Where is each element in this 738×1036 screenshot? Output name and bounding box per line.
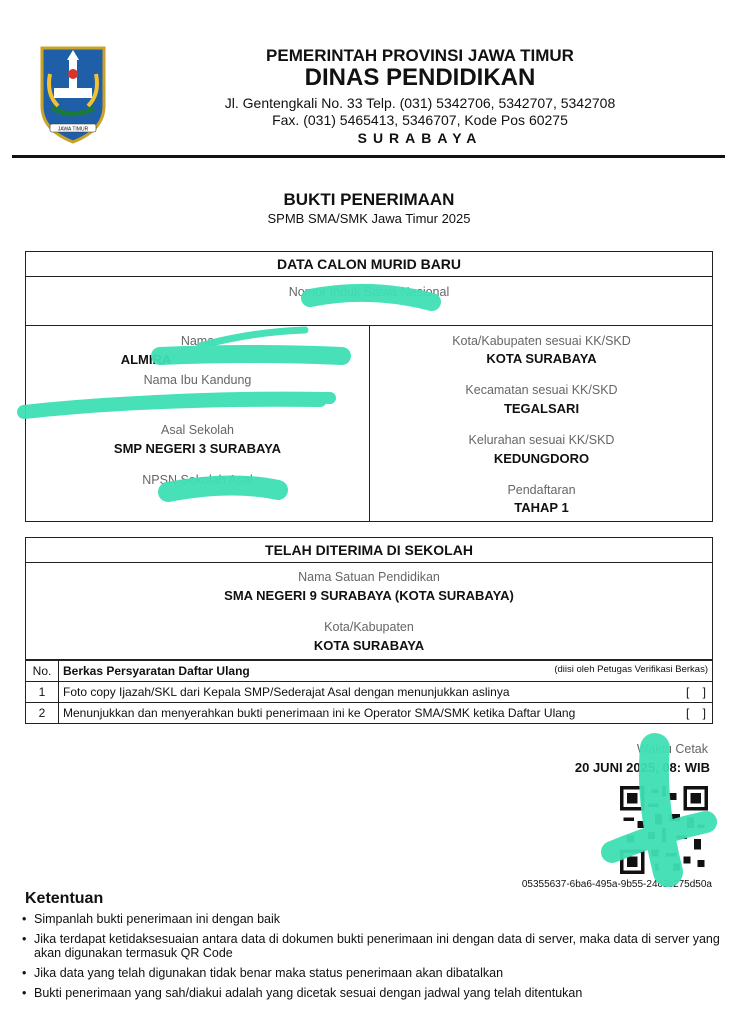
col-berkas-header xyxy=(59,661,713,682)
row-number: 1 xyxy=(26,682,59,703)
ketentuan-list xyxy=(20,912,720,1006)
nama-text: ALMIRA xyxy=(120,352,172,367)
logo-ribbon-text: JAWA TIMUR xyxy=(57,126,89,133)
berkas-header-text: Berkas Persyaratan Daftar Ulang xyxy=(63,664,250,678)
qr-code-text: 05355637-6ba6-495a-9b55-24c3c275d50a xyxy=(521,879,712,890)
ibu-label: Nama Ibu Kandung xyxy=(143,373,252,387)
list-item: • Bukti penerimaan yang sah/diakui adalah yang dicetak sesuai dengan jadwal yang telah ditentukan xyxy=(20,986,720,1000)
kota-kk-label: Kota/Kabupaten sesuai KK/SKD xyxy=(452,334,631,348)
row-text-cell xyxy=(59,682,713,703)
qr-code-image xyxy=(620,786,708,874)
document-subtitle: SPMB SMA/SMK Jawa Timur 2025 xyxy=(267,211,471,226)
table-row xyxy=(26,703,713,724)
jawa-timur-crest-logo xyxy=(36,44,110,144)
kota-sekolah-value: KOTA SURABAYA xyxy=(313,638,425,653)
kota-sekolah-label: Kota/Kabupaten xyxy=(324,620,414,634)
student-box-heading: DATA CALON MURID BARU xyxy=(26,252,712,277)
nama-value xyxy=(26,352,266,367)
ketentuan-title: Ketentuan xyxy=(25,890,104,907)
row-text: Foto copy Ijazah/SKL dari Kepala SMP/Sederajat Asal dengan menunjukkan aslinya xyxy=(63,685,510,699)
verification-checkbox: [ ] xyxy=(685,706,706,720)
kecamatan-value: TEGALSARI xyxy=(503,401,580,416)
list-item: • Jika data yang telah digunakan tidak benar maka status penerimaan akan dibatalkan xyxy=(20,966,720,980)
row-text-cell xyxy=(59,703,713,724)
npsn-label: NPSN Sekolah Asal xyxy=(142,473,253,487)
address-phone: Jl. Gentengkali No. 33 Telp. (031) 5342706, 5342707, 5342708 xyxy=(224,95,616,111)
asal-sekolah-value: SMP NEGERI 3 SURABAYA xyxy=(113,441,282,456)
kelurahan-value: KEDUNGDORO xyxy=(493,451,590,466)
kelurahan-label: Kelurahan sesuai KK/SKD xyxy=(468,433,615,447)
verification-checkbox: [ ] xyxy=(685,685,706,699)
table-header-row xyxy=(26,661,713,682)
city-name: SURABAYA xyxy=(357,130,483,146)
col-no-header: No. xyxy=(26,661,59,682)
berkas-table xyxy=(25,660,713,724)
gov-name: PEMERINTAH PROVINSI JAWA TIMUR xyxy=(266,46,574,65)
student-data-box xyxy=(25,251,713,522)
table-row xyxy=(26,682,713,703)
satuan-label: Nama Satuan Pendidikan xyxy=(298,570,440,584)
agency-name: DINAS PENDIDIKAN xyxy=(304,64,536,91)
header-divider xyxy=(12,155,725,158)
nama-label: Nama xyxy=(180,334,215,348)
asal-sekolah-label: Asal Sekolah xyxy=(161,423,234,437)
accepted-school-box xyxy=(25,537,713,660)
satuan-value: SMA NEGERI 9 SURABAYA (KOTA SURABAYA) xyxy=(224,588,514,603)
row-text: Menunjukkan dan menyerahkan bukti penerimaan ini ke Operator SMA/SMK ketika Daftar Ulang xyxy=(63,706,576,720)
verifikasi-note: (diisi oleh Petugas Verifikasi Berkas) xyxy=(554,664,708,675)
nisn-label: Nomor Induk Siswa Nasional xyxy=(288,285,450,299)
list-item: • Jika terdapat ketidaksesuaian antara data di dokumen bukti penerimaan ini dengan data di server, maka data di server yang akan digunakan termasuk QR Code xyxy=(20,932,720,960)
address-fax: Fax. (031) 5465413, 5346707, Kode Pos 60275 xyxy=(272,112,568,128)
school-box-heading: TELAH DITERIMA DI SEKOLAH xyxy=(26,538,712,563)
kecamatan-label: Kecamatan sesuai KK/SKD xyxy=(465,383,618,397)
waktu-cetak-value: 20 JUNI 2025, 08: WIB xyxy=(574,760,710,775)
pendaftaran-label: Pendaftaran xyxy=(507,483,576,497)
list-item: • Simpanlah bukti penerimaan ini dengan baik xyxy=(20,912,720,926)
kota-kk-value: KOTA SURABAYA xyxy=(486,351,597,366)
pendaftaran-value: TAHAP 1 xyxy=(514,500,569,515)
row-number: 2 xyxy=(26,703,59,724)
document-title: BUKTI PENERIMAAN xyxy=(283,190,455,209)
waktu-cetak-label: Waktu Cetak xyxy=(636,742,708,756)
nisn-section xyxy=(26,277,712,326)
